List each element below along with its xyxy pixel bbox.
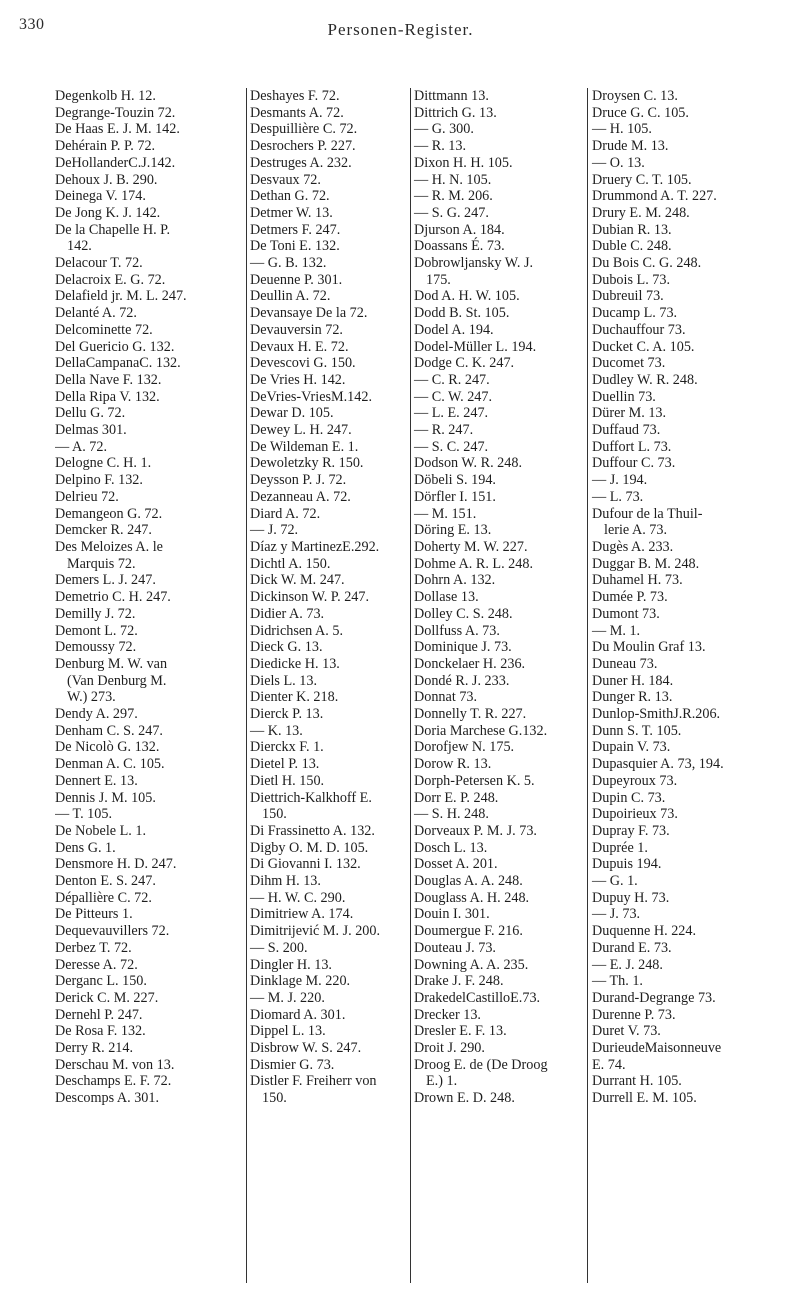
register-entry: Del Guericio G. 132. <box>55 338 175 355</box>
register-entry: Duneau 73. <box>592 655 658 672</box>
register-entry: Duffour C. 73. <box>592 455 676 472</box>
register-entry: — L. E. 247. <box>414 405 489 422</box>
register-entry: Dewoletzky R. 150. <box>250 455 364 472</box>
register-entry: Duhamel H. 73. <box>592 572 683 589</box>
register-entry: DrakedelCastilloE.73. <box>414 989 541 1006</box>
register-entry: Delmas 301. <box>55 422 127 439</box>
register-entry: Droit J. 290. <box>414 1040 485 1057</box>
register-entry: Degenkolb H. 12. <box>55 88 156 104</box>
register-entry: Drury E. M. 248. <box>592 204 690 221</box>
register-entry: (Van Denburg M. <box>67 672 167 689</box>
register-entry: Dupin C. 73. <box>592 789 666 806</box>
register-entry: Douteau J. 73. <box>414 939 496 956</box>
register-entry: — S. G. 247. <box>414 204 489 221</box>
register-entry: Dunn S. T. 105. <box>592 722 682 739</box>
register-entry: Donnelly T. R. 227. <box>414 706 527 723</box>
register-entry: Denton E. S. 247. <box>55 873 156 890</box>
register-entry: Duquenne H. 224. <box>592 923 697 940</box>
register-entry: Dosset A. 201. <box>414 856 498 873</box>
register-entry: Delacour T. 72. <box>55 255 143 272</box>
register-entry: — C. R. 247. <box>414 371 490 388</box>
register-entry: Downing A. A. 235. <box>414 956 529 973</box>
register-entry: Douglass A. H. 248. <box>414 889 530 906</box>
register-entry: 150. <box>262 1090 287 1107</box>
register-entry: Devansaye De la 72. <box>250 305 368 322</box>
register-entry: Dickinson W. P. 247. <box>250 589 370 606</box>
register-entry: Duffaud 73. <box>592 422 661 439</box>
register-entry: — S. H. 248. <box>414 806 489 823</box>
register-entry: — O. 13. <box>592 154 645 171</box>
register-entry: Devauversin 72. <box>250 321 343 338</box>
register-entry: Drude M. 13. <box>592 138 669 155</box>
register-entry: — J. 73. <box>592 906 641 923</box>
register-entry: Deullin A. 72. <box>250 288 331 305</box>
register-entry: Della Nave F. 132. <box>55 371 162 388</box>
register-entry: Dorveaux P. M. J. 73. <box>414 822 537 839</box>
register-entry: Dohrn A. 132. <box>414 572 496 589</box>
register-entry: Dupray F. 73. <box>592 822 670 839</box>
register-entry: Detmers F. 247. <box>250 221 341 238</box>
register-entry: Deysson P. J. 72. <box>250 472 347 489</box>
register-entry: Drown E. D. 248. <box>414 1090 515 1107</box>
register-entry: Duffort L. 73. <box>592 438 672 455</box>
register-entry: Desvaux 72. <box>250 171 321 188</box>
register-entry: Dimitrijević M. J. 200. <box>250 923 381 940</box>
register-entry: Dens G. 1. <box>55 839 116 856</box>
register-entry: Droysen C. 13. <box>592 88 678 104</box>
register-entry: Dörfler I. 151. <box>414 488 496 505</box>
register-entry: Degrange-Touzin 72. <box>55 104 176 121</box>
register-entry: Deresse A. 72. <box>55 956 138 973</box>
register-entry: — G. B. 132. <box>250 255 327 272</box>
register-entry: Dorph-Petersen K. 5. <box>414 772 535 789</box>
register-entry: Duret V. 73. <box>592 1023 661 1040</box>
register-entry: Dietel P. 13. <box>250 756 320 773</box>
register-entry: Di Frassinetto A. 132. <box>250 822 375 839</box>
register-entry: Derry R. 214. <box>55 1040 134 1057</box>
register-column-4 <box>587 88 797 1283</box>
register-entry: 175. <box>426 271 451 288</box>
register-entry: Dresler E. F. 13. <box>414 1023 507 1040</box>
register-entry: Dietl H. 150. <box>250 772 325 789</box>
register-entry: Dorow R. 13. <box>414 756 492 773</box>
register-entry: Dubreuil 73. <box>592 288 664 305</box>
register-entry: Demetrio C. H. 247. <box>55 589 171 606</box>
register-entry: DellaCampanaC. 132. <box>55 355 181 372</box>
register-entry: Dufour de la Thuil- <box>592 505 703 522</box>
register-entry: Dupoirieux 73. <box>592 806 678 823</box>
register-entry: Dodel A. 194. <box>414 321 494 338</box>
register-entry: Delcominette 72. <box>55 321 153 338</box>
register-entry: Dolley C. S. 248. <box>414 605 513 622</box>
register-entry: — Th. 1. <box>592 973 643 990</box>
register-entry: Djurson A. 184. <box>414 221 505 238</box>
register-entry: Devescovi G. 150. <box>250 355 356 372</box>
register-entry: Dittmann 13. <box>414 88 489 104</box>
register-entry: Delrieu 72. <box>55 488 119 505</box>
register-entry: Dupuy H. 73. <box>592 889 670 906</box>
register-entry: Drake J. F. 248. <box>414 973 504 990</box>
register-entry: Delacroix E. G. 72. <box>55 271 166 288</box>
register-entry: Densmore H. D. 247. <box>55 856 177 873</box>
register-entry: Donckelaer H. 236. <box>414 655 526 672</box>
register-entry: Didier A. 73. <box>250 605 325 622</box>
register-entry: Digby O. M. D. 105. <box>250 839 369 856</box>
register-entry: Dihm H. 13. <box>250 873 321 890</box>
register-entry: E.) 1. <box>426 1073 458 1090</box>
register-entry: — K. 13. <box>250 722 303 739</box>
register-entry: — S. 200. <box>250 939 308 956</box>
register-entry: Distler F. Freiherr von <box>250 1073 377 1090</box>
register-entry: Delogne C. H. 1. <box>55 455 152 472</box>
register-entry: Dismier G. 73. <box>250 1056 335 1073</box>
register-entry: Denman A. C. 105. <box>55 756 165 773</box>
register-entry: Della Ripa V. 132. <box>55 388 160 405</box>
register-entry: Dudley W. R. 248. <box>592 371 698 388</box>
register-entry: De Toni E. 132. <box>250 238 340 255</box>
register-entry: — M. J. 220. <box>250 989 325 1006</box>
register-entry: — L. 73. <box>592 488 644 505</box>
register-entry: Döring E. 13. <box>414 522 492 539</box>
register-entry: Demilly J. 72. <box>55 605 136 622</box>
register-entry: Drummond A. T. 227. <box>592 188 717 205</box>
register-entry: Di Giovanni I. 132. <box>250 856 361 873</box>
register-entry: Delafield jr. M. L. 247. <box>55 288 187 305</box>
register-entry: Dodel-Müller L. 194. <box>414 338 537 355</box>
register-entry: De Vries H. 142. <box>250 371 346 388</box>
register-entry: Dellu G. 72. <box>55 405 126 422</box>
register-entry: Deshayes F. 72. <box>250 88 340 104</box>
register-entry: Dépallière C. 72. <box>55 889 152 906</box>
register-entry: Dosch L. 13. <box>414 839 488 856</box>
register-entry: Dinklage M. 220. <box>250 973 351 990</box>
register-entry: Doumergue F. 216. <box>414 923 523 940</box>
register-entry: Dondé R. J. 233. <box>414 672 510 689</box>
register-entry: Delanté A. 72. <box>55 305 137 322</box>
register-entry: Du Moulin Graf 13. <box>592 639 706 656</box>
register-entry: Demangeon G. 72. <box>55 505 163 522</box>
register-entry: De Nicolò G. 132. <box>55 739 160 756</box>
register-column-1 <box>55 88 243 1283</box>
register-entry: Detmer W. 13. <box>250 204 333 221</box>
register-entry: Despuillière C. 72. <box>250 121 358 138</box>
register-entry: Dodson W. R. 248. <box>414 455 522 472</box>
register-entry: Drecker 13. <box>414 1006 481 1023</box>
register-entry: Dieck G. 13. <box>250 639 323 656</box>
register-entry: Dodd B. St. 105. <box>414 305 510 322</box>
register-entry: Dichtl A. 150. <box>250 555 331 572</box>
register-entry: Douin I. 301. <box>414 906 490 923</box>
register-entry: Du Bois C. G. 248. <box>592 255 702 272</box>
register-entry: — H. 105. <box>592 121 652 138</box>
register-entry: Díaz y MartinezE.292. <box>250 538 380 555</box>
register-entry: Dimitriew A. 174. <box>250 906 354 923</box>
register-entry: Dugès A. 233. <box>592 538 674 555</box>
register-entry: Dumée P. 73. <box>592 589 668 606</box>
register-entry: Desmants A. 72. <box>250 104 344 121</box>
register-entry: — T. 105. <box>55 806 113 823</box>
register-entry: — J. 194. <box>592 472 648 489</box>
register-entry: Deinega V. 174. <box>55 188 146 205</box>
register-entry: Dupasquier A. 73, 194. <box>592 756 724 773</box>
register-entry: Dorr E. P. 248. <box>414 789 499 806</box>
register-entry: Destruges A. 232. <box>250 154 352 171</box>
register-entry: Dollfuss A. 73. <box>414 622 500 639</box>
register-entry: Dittrich G. 13. <box>414 104 497 121</box>
register-entry: Derschau M. von 13. <box>55 1056 175 1073</box>
register-entry: Didrichsen A. 5. <box>250 622 343 639</box>
register-entry: 150. <box>262 806 287 823</box>
register-entry: Denburg M. W. van <box>55 655 168 672</box>
register-entry: Dierckx F. 1. <box>250 739 324 756</box>
register-entry: Dollase 13. <box>414 589 479 606</box>
register-entry: Dobrowljansky W. J. <box>414 255 534 272</box>
register-entry: Derick C. M. 227. <box>55 989 159 1006</box>
register-entry: Demers L. J. 247. <box>55 572 156 589</box>
register-entry: DeVries-VriesM.142. <box>250 388 373 405</box>
register-entry: Derganc L. 150. <box>55 973 147 990</box>
register-entry: — M. 1. <box>592 622 641 639</box>
register-entry: Deschamps E. F. 72. <box>55 1073 172 1090</box>
register-entry: Durand E. 73. <box>592 939 672 956</box>
register-entry: Dequevauvillers 72. <box>55 923 170 940</box>
register-entry: — E. J. 248. <box>592 956 663 973</box>
register-entry: Dennert E. 13. <box>55 772 138 789</box>
register-entry: Dubian R. 13. <box>592 221 672 238</box>
register-entry: Druce G. C. 105. <box>592 104 689 121</box>
register-entry: Dewey L. H. 247. <box>250 422 352 439</box>
register-column-2 <box>246 88 410 1283</box>
register-entry: Diard A. 72. <box>250 505 321 522</box>
register-entry: — H. N. 105. <box>414 171 492 188</box>
register-entry: Dehérain P. P. 72. <box>55 138 156 155</box>
register-entry: Diomard A. 301. <box>250 1006 346 1023</box>
register-entry: Dominique J. 73. <box>414 639 512 656</box>
register-entry: Dennis J. M. 105. <box>55 789 156 806</box>
register-entry: Dupuis 194. <box>592 856 662 873</box>
register-entry: E. 74. <box>592 1056 626 1073</box>
register-entry: Dunger R. 13. <box>592 689 673 706</box>
register-entry: DeHollanderC.J.142. <box>55 154 176 171</box>
register-entry: Duner H. 184. <box>592 672 674 689</box>
register-entry: Derbez T. 72. <box>55 939 132 956</box>
register-entry: Dick W. M. 247. <box>250 572 345 589</box>
register-entry: Dierck P. 13. <box>250 706 324 723</box>
register-entry: — H. W. C. 290. <box>250 889 346 906</box>
register-entry: Dienter K. 218. <box>250 689 339 706</box>
register-entry: De Rosa F. 132. <box>55 1023 146 1040</box>
register-entry: Douglas A. A. 248. <box>414 873 523 890</box>
running-head: Personen-Register. <box>327 20 474 39</box>
register-entry: Des Meloizes A. le <box>55 538 163 555</box>
register-entry: Ducket C. A. 105. <box>592 338 695 355</box>
register-entry: Döbeli S. 194. <box>414 472 496 489</box>
register-entry: De Jong K. J. 142. <box>55 204 161 221</box>
register-entry: De Pitteurs 1. <box>55 906 133 923</box>
register-entry: Durrell E. M. 105. <box>592 1090 697 1107</box>
register-entry: Diedicke H. 13. <box>250 655 340 672</box>
register-entry: Dupain V. 73. <box>592 739 671 756</box>
register-entry: Doassans É. 73. <box>414 238 505 255</box>
register-entry: Duggar B. M. 248. <box>592 555 700 572</box>
register-entry: Desrochers P. 227. <box>250 138 356 155</box>
register-entry: Dethan G. 72. <box>250 188 330 205</box>
register-entry: — G. 1. <box>592 873 638 890</box>
register-entry: Delpino F. 132. <box>55 472 143 489</box>
register-entry: — C. W. 247. <box>414 388 493 405</box>
register-entry: Duchauffour 73. <box>592 321 686 338</box>
register-entry: De Haas E. J. M. 142. <box>55 121 180 138</box>
register-entry: De la Chapelle H. P. <box>55 221 171 238</box>
register-entry: Dewar D. 105. <box>250 405 334 422</box>
register-entry: Droog E. de (De Droog <box>414 1056 548 1073</box>
register-entry: De Nobele L. 1. <box>55 822 147 839</box>
register-entry: 142. <box>67 238 92 255</box>
register-entry: — G. 300. <box>414 121 474 138</box>
register-entry: Dezanneau A. 72. <box>250 488 351 505</box>
register-entry: Dehoux J. B. 290. <box>55 171 158 188</box>
register-columns <box>55 88 795 1283</box>
register-entry: Dumont 73. <box>592 605 660 622</box>
register-entry: Demoussy 72. <box>55 639 137 656</box>
register-entry: Dodge C. K. 247. <box>414 355 515 372</box>
register-entry: Donnat 73. <box>414 689 478 706</box>
register-entry: Dendy A. 297. <box>55 706 138 723</box>
register-entry: Diettrich-Kalkhoff E. <box>250 789 372 806</box>
register-entry: W.) 273. <box>67 689 116 706</box>
register-entry: Dohme A. R. L. 248. <box>414 555 534 572</box>
register-column-3 <box>410 88 588 1283</box>
register-entry: Dippel L. 13. <box>250 1023 326 1040</box>
register-entry: Duble C. 248. <box>592 238 672 255</box>
register-entry: Druery C. T. 105. <box>592 171 692 188</box>
register-entry: Descomps A. 301. <box>55 1090 160 1107</box>
register-entry: DurieudeMaisonneuve <box>592 1040 722 1057</box>
register-entry: Deuenne P. 301. <box>250 271 343 288</box>
register-entry: Denham C. S. 247. <box>55 722 163 739</box>
register-entry: lerie A. 73. <box>604 522 668 539</box>
page-number: 330 <box>19 16 45 33</box>
register-entry: — J. 72. <box>250 522 299 539</box>
register-entry: — R. 13. <box>414 138 467 155</box>
register-entry: Ducamp L. 73. <box>592 305 678 322</box>
register-entry: — M. 151. <box>414 505 477 522</box>
register-entry: — R. 247. <box>414 422 474 439</box>
register-entry: Diels L. 13. <box>250 672 317 689</box>
register-entry: Dupeyroux 73. <box>592 772 678 789</box>
register-entry: Durand-Degrange 73. <box>592 989 716 1006</box>
register-entry: Duprée 1. <box>592 839 648 856</box>
register-entry: Ducomet 73. <box>592 355 666 372</box>
register-entry: Dunlop-SmithJ.R.206. <box>592 706 721 723</box>
register-entry: Doria Marchese G.132. <box>414 722 548 739</box>
register-entry: Demont L. 72. <box>55 622 138 639</box>
register-entry: — R. M. 206. <box>414 188 493 205</box>
register-entry: Demcker R. 247. <box>55 522 152 539</box>
register-entry: Dod A. H. W. 105. <box>414 288 520 305</box>
register-entry: Dürer M. 13. <box>592 405 667 422</box>
register-entry: Dingler H. 13. <box>250 956 332 973</box>
register-entry: Disbrow W. S. 247. <box>250 1040 362 1057</box>
register-entry: Doherty M. W. 227. <box>414 538 528 555</box>
register-entry: Dubois L. 73. <box>592 271 671 288</box>
register-entry: — A. 72. <box>55 438 108 455</box>
register-entry: Dorofjew N. 175. <box>414 739 515 756</box>
register-entry: — S. C. 247. <box>414 438 489 455</box>
register-entry: Duellin 73. <box>592 388 656 405</box>
register-entry: Dixon H. H. 105. <box>414 154 513 171</box>
register-entry: Dernehl P. 247. <box>55 1006 143 1023</box>
register-entry: Durenne P. 73. <box>592 1006 676 1023</box>
register-entry: De Wildeman E. 1. <box>250 438 359 455</box>
register-entry: Durrant H. 105. <box>592 1073 682 1090</box>
register-entry: Devaux H. E. 72. <box>250 338 349 355</box>
register-entry: Marquis 72. <box>67 555 136 572</box>
